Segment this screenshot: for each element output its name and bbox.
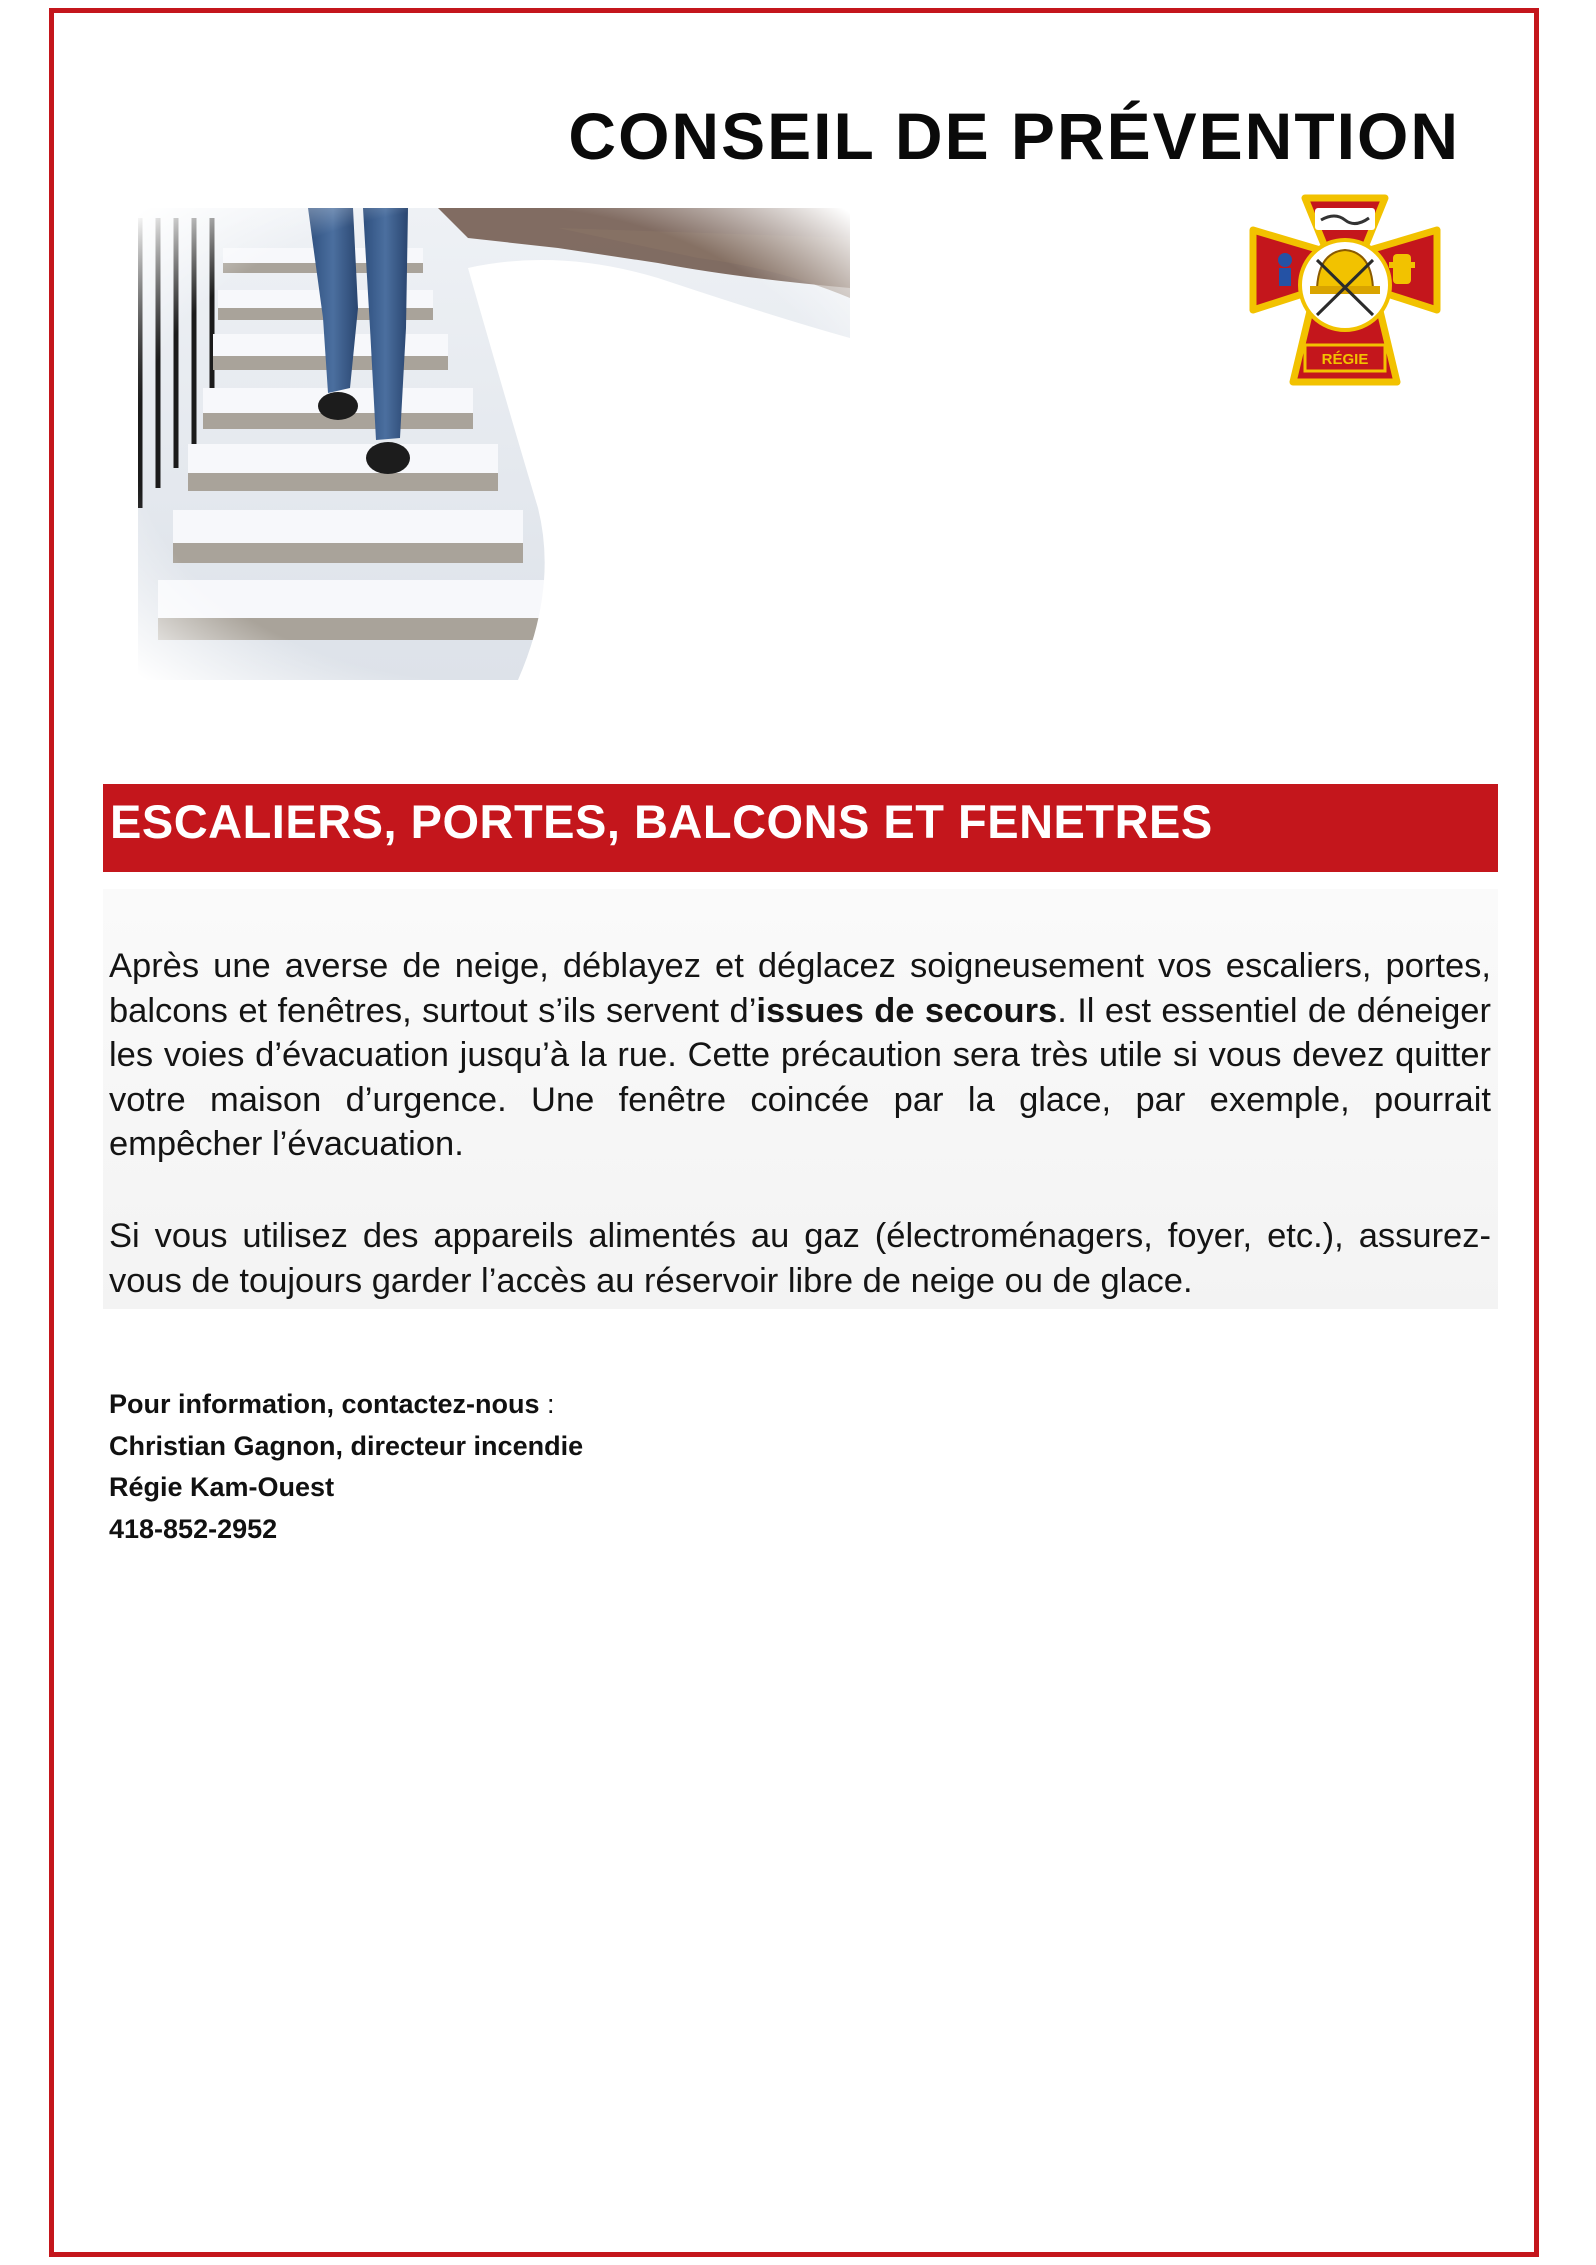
paragraph-2: Si vous utilisez des appareils alimentés au gaz (électroménagers, foyer, etc.), assurez-vous de toujours garder l’accès au réservoir libre de neige ou de glace. [109,1217,1491,1300]
logo-text: RÉGIE [1321,351,1369,368]
contact-organization: Régie Kam-Ouest [109,1472,335,1502]
section-banner [103,784,1498,872]
snowy-stairs-photo [138,208,850,680]
section-heading: ESCALIERS, PORTES, BALCONS ET FENETRES [110,795,1213,848]
emphasis-issues-de-secours: issues de secours [756,991,1058,1030]
contact-block [109,1384,583,1550]
paragraph-1-start: Après une averse de neige, déblayez et déglacez soigneusement vos escaliers, portes, balcons et fenêtres, surtout s’ils servent d’ [109,947,1491,1030]
contact-phone: 418-852-2952 [109,1513,278,1544]
contact-label-colon: : [539,1389,555,1419]
contact-label: Pour information, contactez-nous [109,1389,540,1419]
contact-label-line [109,1384,583,1426]
paragraph-1-end: . Il est essentiel de déneiger les voies d’évacuation jusqu’à la rue. Cette précaution sera très utile si vous devez quitter votre maison d’urgence. Une fenêtre coincée par la glace, par exemple, pourrait empêcher l’évacuation. [109,991,1491,1163]
contact-name: Christian Gagnon, directeur incendie [109,1430,584,1461]
paragraph-1 [109,944,1491,1167]
page-title: CONSEIL DE PRÉVENTION [568,99,1460,173]
regie-logo [1245,190,1445,390]
